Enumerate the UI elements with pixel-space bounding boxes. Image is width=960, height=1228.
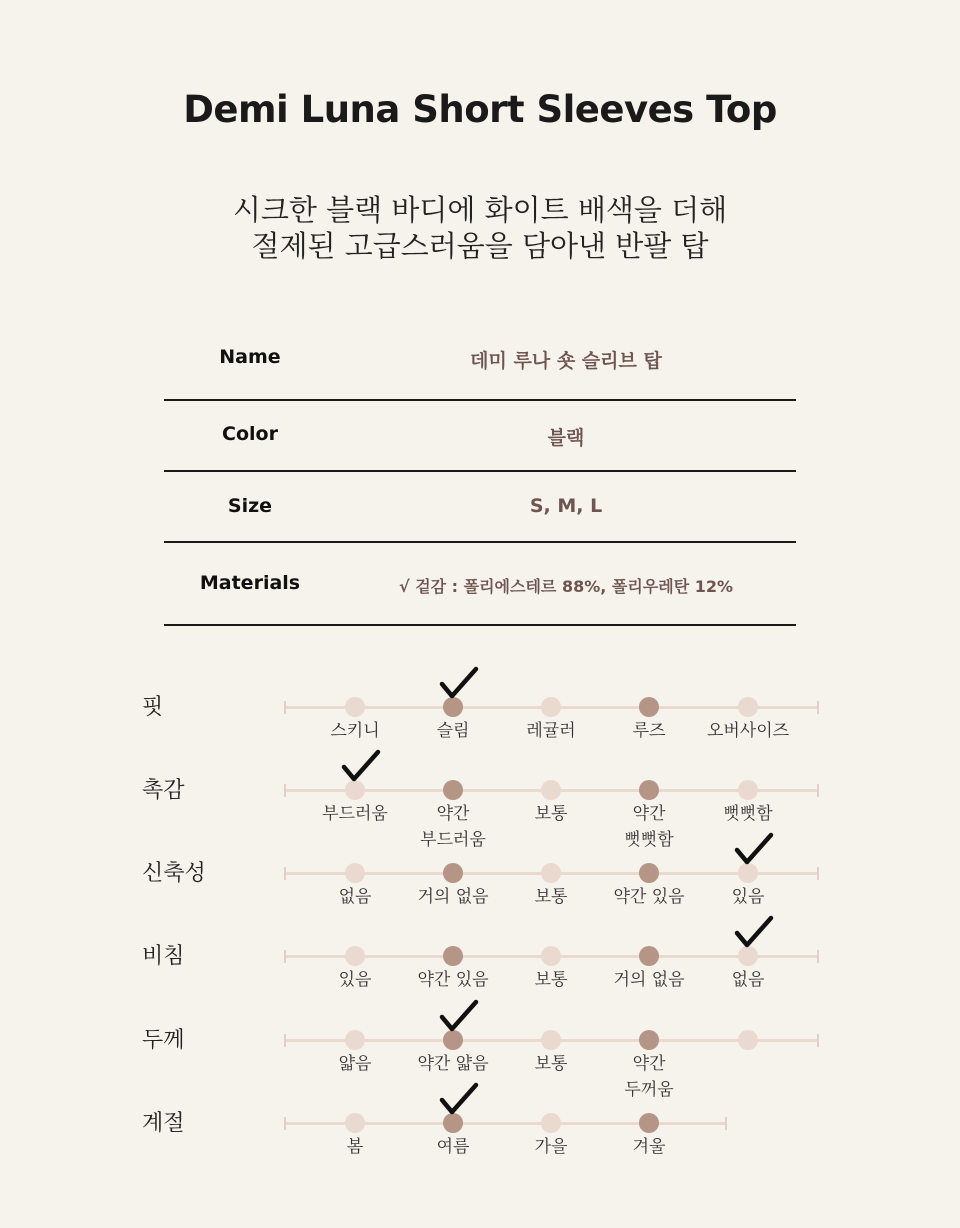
- spec-row-materials: [164, 543, 796, 626]
- rating-option-label: 보통: [534, 804, 568, 824]
- spec-row-name: [164, 330, 796, 401]
- check-icon: [439, 666, 479, 702]
- rating-dot: [443, 780, 463, 800]
- track-end-cap: [284, 867, 286, 880]
- rating-option-label: 겨울: [632, 1137, 666, 1157]
- rating-dot: [345, 863, 365, 883]
- spec-value: 블랙: [547, 427, 585, 449]
- rating-dot: [541, 946, 561, 966]
- spec-value: 데미 루나 숏 슬리브 탑: [470, 350, 662, 372]
- check-icon: [734, 915, 774, 951]
- product-title: Demi Luna Short Sleeves Top: [183, 88, 777, 131]
- rating-dot: [639, 1113, 659, 1133]
- rating-label: 신축성: [142, 861, 206, 886]
- rating-dot: [639, 780, 659, 800]
- rating-label: 두께: [142, 1028, 185, 1053]
- track-end-cap: [284, 950, 286, 963]
- spec-value: S, M, L: [529, 495, 603, 517]
- spec-label: Color: [222, 423, 278, 445]
- rating-dot: [541, 697, 561, 717]
- spec-value: √ 겉감 : 폴리에스테르 88%, 폴리우레탄 12%: [398, 577, 734, 596]
- rating-dot: [738, 697, 758, 717]
- rating-option-label: 약간 얇음: [417, 1054, 489, 1074]
- rating-option-label: 가을: [534, 1137, 568, 1157]
- track-end-cap: [284, 1117, 286, 1130]
- rating-dot: [443, 863, 463, 883]
- rating-dot: [639, 1030, 659, 1050]
- rating-dot: [738, 1030, 758, 1050]
- track-end-cap: [817, 950, 819, 963]
- rating-option-label: 얇음: [338, 1054, 372, 1074]
- check-icon: [734, 832, 774, 868]
- rating-label: 비침: [142, 944, 185, 969]
- rating-option-label: 오버사이즈: [706, 721, 790, 741]
- spec-label: Name: [219, 346, 281, 368]
- rating-label: 촉감: [142, 778, 185, 803]
- rating-option-label: 보통: [534, 887, 568, 907]
- rating-dot: [345, 697, 365, 717]
- track-end-cap: [284, 784, 286, 797]
- rating-option-label: 있음: [731, 887, 765, 907]
- rating-option-label: 약간 두꺼움: [624, 1054, 674, 1100]
- track-end-cap: [817, 867, 819, 880]
- rating-option-label: 뻣뻣함: [723, 804, 773, 824]
- rating-dot: [639, 946, 659, 966]
- spec-table: [164, 330, 796, 626]
- check-icon: [341, 749, 381, 785]
- rating-option-label: 레귤러: [526, 721, 576, 741]
- rating-option-label: 루즈: [632, 721, 666, 741]
- track-end-cap: [284, 701, 286, 714]
- rating-dot: [639, 697, 659, 717]
- rating-option-label: 스키니: [330, 721, 380, 741]
- check-icon: [439, 999, 479, 1035]
- rating-option-label: 부드러움: [322, 804, 388, 824]
- rating-dot: [738, 780, 758, 800]
- subtitle-line-2: 절제된 고급스러움을 담아낸 반팔 탑: [251, 229, 709, 263]
- rating-dot: [345, 1113, 365, 1133]
- check-icon: [439, 1082, 479, 1118]
- rating-dot: [443, 946, 463, 966]
- track-end-cap: [817, 784, 819, 797]
- rating-label: 계절: [142, 1111, 185, 1136]
- rating-dot: [345, 946, 365, 966]
- spec-row-size: [164, 472, 796, 543]
- rating-dot: [541, 1113, 561, 1133]
- rating-option-label: 슬림: [436, 721, 470, 741]
- spec-label: Size: [227, 495, 273, 517]
- product-subtitle: [0, 192, 960, 264]
- track-end-cap: [284, 1034, 286, 1047]
- rating-dot: [541, 863, 561, 883]
- rating-option-label: 약간 있음: [417, 970, 489, 990]
- rating-option-label: 보통: [534, 970, 568, 990]
- rating-option-label: 약간 있음: [613, 887, 685, 907]
- track-end-cap: [725, 1117, 727, 1130]
- spec-row-color: [164, 401, 796, 472]
- rating-dot: [541, 1030, 561, 1050]
- rating-dot: [639, 863, 659, 883]
- rating-option-label: 있음: [338, 970, 372, 990]
- rating-option-label: 거의 없음: [417, 887, 489, 907]
- track-end-cap: [817, 701, 819, 714]
- track-end-cap: [817, 1034, 819, 1047]
- subtitle-line-1: 시크한 블랙 바디에 화이트 배색을 더해: [232, 193, 728, 227]
- spec-label: Materials: [199, 572, 301, 594]
- rating-option-label: 여름: [436, 1137, 470, 1157]
- rating-dot: [541, 780, 561, 800]
- rating-dot: [345, 1030, 365, 1050]
- rating-option-label: 거의 없음: [613, 970, 685, 990]
- rating-option-label: 약간 부드러움: [420, 804, 486, 850]
- rating-option-label: 없음: [731, 970, 765, 990]
- rating-label: 핏: [142, 695, 164, 720]
- rating-option-label: 보통: [534, 1054, 568, 1074]
- rating-option-label: 약간 뻣뻣함: [624, 804, 674, 850]
- rating-option-label: 없음: [338, 887, 372, 907]
- rating-option-label: 봄: [346, 1137, 364, 1157]
